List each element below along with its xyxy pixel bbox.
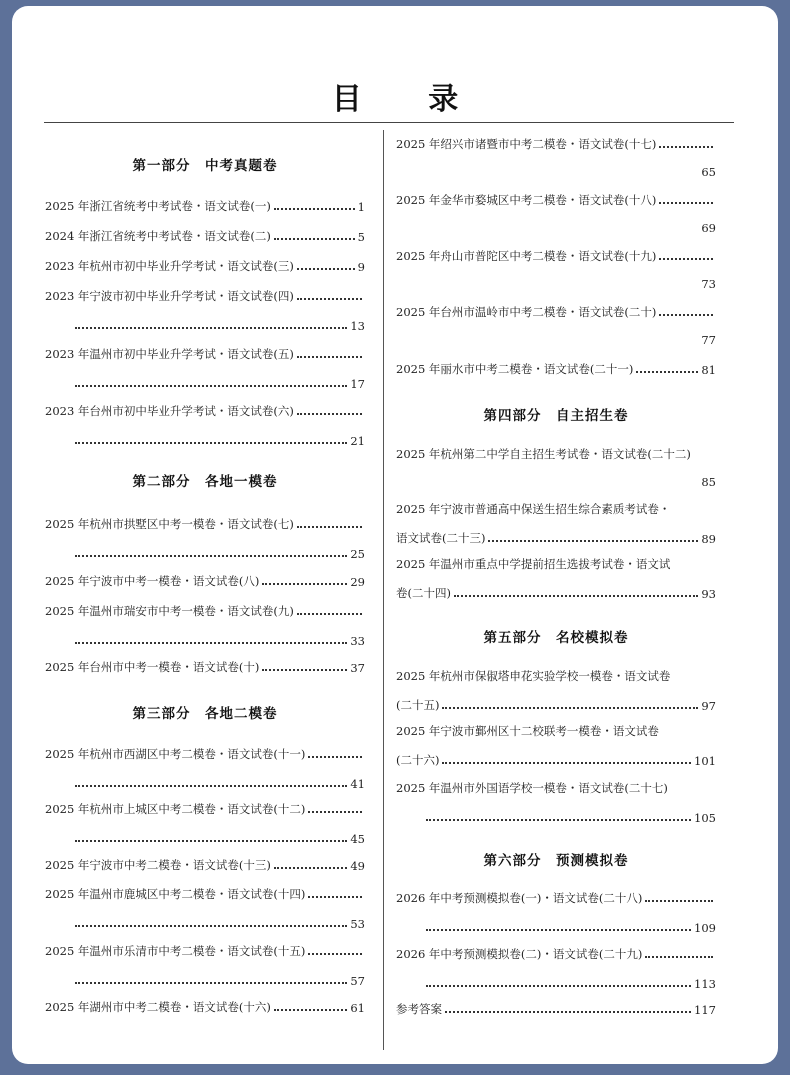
leader-dots [297, 268, 355, 270]
entry-title-cont: 卷(二十四) [396, 586, 451, 600]
title-rule [44, 122, 734, 123]
leader-dots [262, 583, 347, 585]
entry-title: 2025 年舟山市普陀区中考二模卷・语文试卷(十九) [396, 249, 657, 263]
leader-dots [308, 756, 362, 758]
page-number: 101 [694, 754, 716, 768]
entry-title: 2025 年温州市外国语学校一模卷・语文试卷(二十七) [396, 781, 668, 795]
leader-dots [274, 208, 355, 210]
toc-entry[interactable] [396, 192, 716, 237]
leader-dots [659, 314, 713, 316]
page-number: 81 [701, 363, 716, 377]
entry-title: 2025 年温州市乐清市中考二模卷・语文试卷(十五) [45, 944, 306, 958]
leader-dots [75, 385, 347, 387]
toc-entry[interactable] [396, 304, 716, 349]
page-number: 57 [350, 974, 365, 988]
leader-dots [659, 258, 713, 260]
toc-entry[interactable] [45, 857, 365, 873]
page-number: 5 [357, 230, 365, 244]
toc-entry[interactable] [45, 746, 365, 791]
toc-entry[interactable] [396, 890, 716, 935]
leader-dots [297, 526, 362, 528]
entry-title: 参考答案 [396, 1002, 442, 1016]
page-number: 109 [694, 921, 716, 935]
entry-title: 2025 年湖州市中考二模卷・语文试卷(十六) [45, 1000, 271, 1014]
entry-title: 2023 年台州市初中毕业升学考试・语文试卷(六) [45, 404, 294, 418]
toc-entry[interactable] [396, 446, 716, 491]
leader-dots [297, 356, 362, 358]
page-number: 53 [350, 917, 365, 931]
page-number: 45 [350, 832, 365, 846]
toc-entry[interactable] [396, 1001, 716, 1017]
page-number: 41 [350, 777, 365, 791]
toc-entry[interactable] [396, 780, 716, 825]
entry-title: 2023 年温州市初中毕业升学考试・语文试卷(五) [45, 347, 294, 361]
leader-dots [75, 442, 347, 444]
leader-dots [645, 900, 713, 902]
leader-dots [645, 956, 713, 958]
leader-dots [75, 785, 347, 787]
entry-title: 2025 年宁波市普通高中保送生招生综合素质考试卷・ [396, 502, 671, 516]
entry-title: 2025 年宁波市中考一模卷・语文试卷(八) [45, 574, 260, 588]
section-heading: 第五部分 名校模拟卷 [483, 630, 629, 646]
page-number: 97 [701, 699, 716, 713]
leader-dots [75, 327, 347, 329]
entry-title-cont: (二十五) [396, 698, 440, 712]
toc-entry[interactable] [45, 999, 365, 1015]
page-number: 85 [701, 475, 716, 489]
page-number: 37 [350, 661, 365, 675]
leader-dots [636, 371, 698, 373]
leader-dots [297, 298, 362, 300]
entry-title: 2025 年杭州市拱墅区中考一模卷・语文试卷(七) [45, 517, 294, 531]
entry-title: 2023 年宁波市初中毕业升学考试・语文试卷(四) [45, 289, 294, 303]
page-number: 33 [350, 634, 365, 648]
entry-title: 2025 年杭州市上城区中考二模卷・语文试卷(十二) [45, 802, 306, 816]
toc-entry[interactable] [45, 603, 365, 648]
section-heading: 第六部分 预测模拟卷 [483, 853, 629, 869]
entry-title: 2025 年温州市瑞安市中考一模卷・语文试卷(九) [45, 604, 294, 618]
toc-entry[interactable] [45, 943, 365, 988]
page-title: 目 录 [331, 82, 487, 117]
leader-dots [274, 867, 347, 869]
leader-dots [308, 896, 362, 898]
page-number: 65 [701, 165, 716, 179]
section-heading: 第二部分 各地一模卷 [132, 474, 278, 490]
toc-entry[interactable] [45, 573, 365, 589]
leader-dots [75, 840, 347, 842]
entry-title: 2025 年杭州市保俶塔申花实验学校一模卷・语文试卷 [396, 669, 671, 683]
page-number: 77 [701, 333, 716, 347]
entry-title: 2025 年浙江省统考中考试卷・语文试卷(一) [45, 199, 271, 213]
toc-entry[interactable] [396, 136, 716, 181]
leader-dots [445, 1011, 691, 1013]
toc-entry[interactable] [45, 288, 365, 333]
entry-title: 2025 年杭州市西湖区中考二模卷・语文试卷(十一) [45, 747, 306, 761]
leader-dots [75, 642, 347, 644]
toc-entry[interactable] [396, 361, 716, 377]
entry-title: 2025 年台州市温岭市中考二模卷・语文试卷(二十) [396, 305, 657, 319]
page-number: 73 [701, 277, 716, 291]
leader-dots [442, 707, 698, 709]
entry-title: 2025 年宁波市鄞州区十二校联考一模卷・语文试卷 [396, 724, 659, 738]
entry-title: 2025 年绍兴市诸暨市中考二模卷・语文试卷(十七) [396, 137, 657, 151]
column-divider [383, 130, 384, 1050]
toc-entry[interactable] [396, 668, 716, 713]
toc-entry[interactable] [45, 346, 365, 391]
entry-title: 2023 年杭州市初中毕业升学考试・语文试卷(三) [45, 259, 294, 273]
leader-dots [442, 762, 691, 764]
entry-title-cont: 语文试卷(二十三) [396, 531, 486, 545]
toc-page [12, 6, 778, 1064]
entry-title: 2024 年浙江省统考中考试卷・语文试卷(二) [45, 229, 271, 243]
entry-title: 2026 年中考预测模拟卷(一)・语文试卷(二十八) [396, 891, 643, 905]
entry-title-cont: (二十六) [396, 753, 440, 767]
entry-title: 2025 年宁波市中考二模卷・语文试卷(十三) [45, 858, 271, 872]
section-heading: 第四部分 自主招生卷 [483, 408, 629, 424]
page-number: 25 [350, 547, 365, 561]
toc-entry[interactable] [396, 248, 716, 293]
leader-dots [426, 985, 691, 987]
page-number: 17 [350, 377, 365, 391]
leader-dots [454, 595, 698, 597]
leader-dots [308, 953, 362, 955]
leader-dots [262, 669, 347, 671]
entry-title: 2025 年杭州第二中学自主招生考试卷・语文试卷(二十二) [396, 447, 691, 461]
page-number: 21 [350, 434, 365, 448]
leader-dots [75, 555, 347, 557]
page-number: 113 [694, 977, 716, 991]
page-number: 29 [350, 575, 365, 589]
toc-entry[interactable] [396, 501, 716, 546]
toc-entry[interactable] [45, 258, 365, 274]
toc-entry[interactable] [45, 228, 365, 244]
page-number: 93 [701, 587, 716, 601]
toc-entry[interactable] [45, 198, 365, 214]
section-heading: 第三部分 各地二模卷 [132, 706, 278, 722]
page-number: 69 [701, 221, 716, 235]
leader-dots [426, 929, 691, 931]
entry-title: 2025 年丽水市中考二模卷・语文试卷(二十一) [396, 362, 634, 376]
page-number: 1 [357, 200, 365, 214]
page-number: 105 [694, 811, 716, 825]
page-number: 117 [694, 1003, 716, 1017]
entry-title: 2026 年中考预测模拟卷(二)・语文试卷(二十九) [396, 947, 643, 961]
toc-entry[interactable] [45, 403, 365, 448]
leader-dots [297, 613, 362, 615]
entry-title: 2025 年温州市鹿城区中考二模卷・语文试卷(十四) [45, 887, 306, 901]
leader-dots [274, 1009, 347, 1011]
leader-dots [659, 202, 713, 204]
leader-dots [75, 925, 347, 927]
toc-entry[interactable] [45, 801, 365, 846]
entry-title: 2025 年金华市婺城区中考二模卷・语文试卷(十八) [396, 193, 657, 207]
entry-title: 2025 年台州市中考一模卷・语文试卷(十) [45, 660, 260, 674]
page-number: 61 [350, 1001, 365, 1015]
toc-entry[interactable] [45, 516, 365, 561]
entry-title: 2025 年温州市重点中学提前招生选拔考试卷・语文试 [396, 557, 671, 571]
section-heading: 第一部分 中考真题卷 [132, 158, 278, 174]
leader-dots [488, 540, 698, 542]
toc-entry[interactable] [45, 886, 365, 931]
toc-entry[interactable] [396, 723, 716, 768]
leader-dots [297, 413, 362, 415]
leader-dots [274, 238, 355, 240]
page-number: 9 [357, 260, 365, 274]
leader-dots [308, 811, 362, 813]
toc-entry[interactable] [396, 946, 716, 991]
leader-dots [659, 146, 713, 148]
toc-entry[interactable] [45, 659, 365, 675]
leader-dots [426, 819, 691, 821]
page-number: 13 [350, 319, 365, 333]
page-number: 49 [350, 859, 365, 873]
page-number: 89 [701, 532, 716, 546]
toc-entry[interactable] [396, 556, 716, 601]
leader-dots [75, 982, 347, 984]
